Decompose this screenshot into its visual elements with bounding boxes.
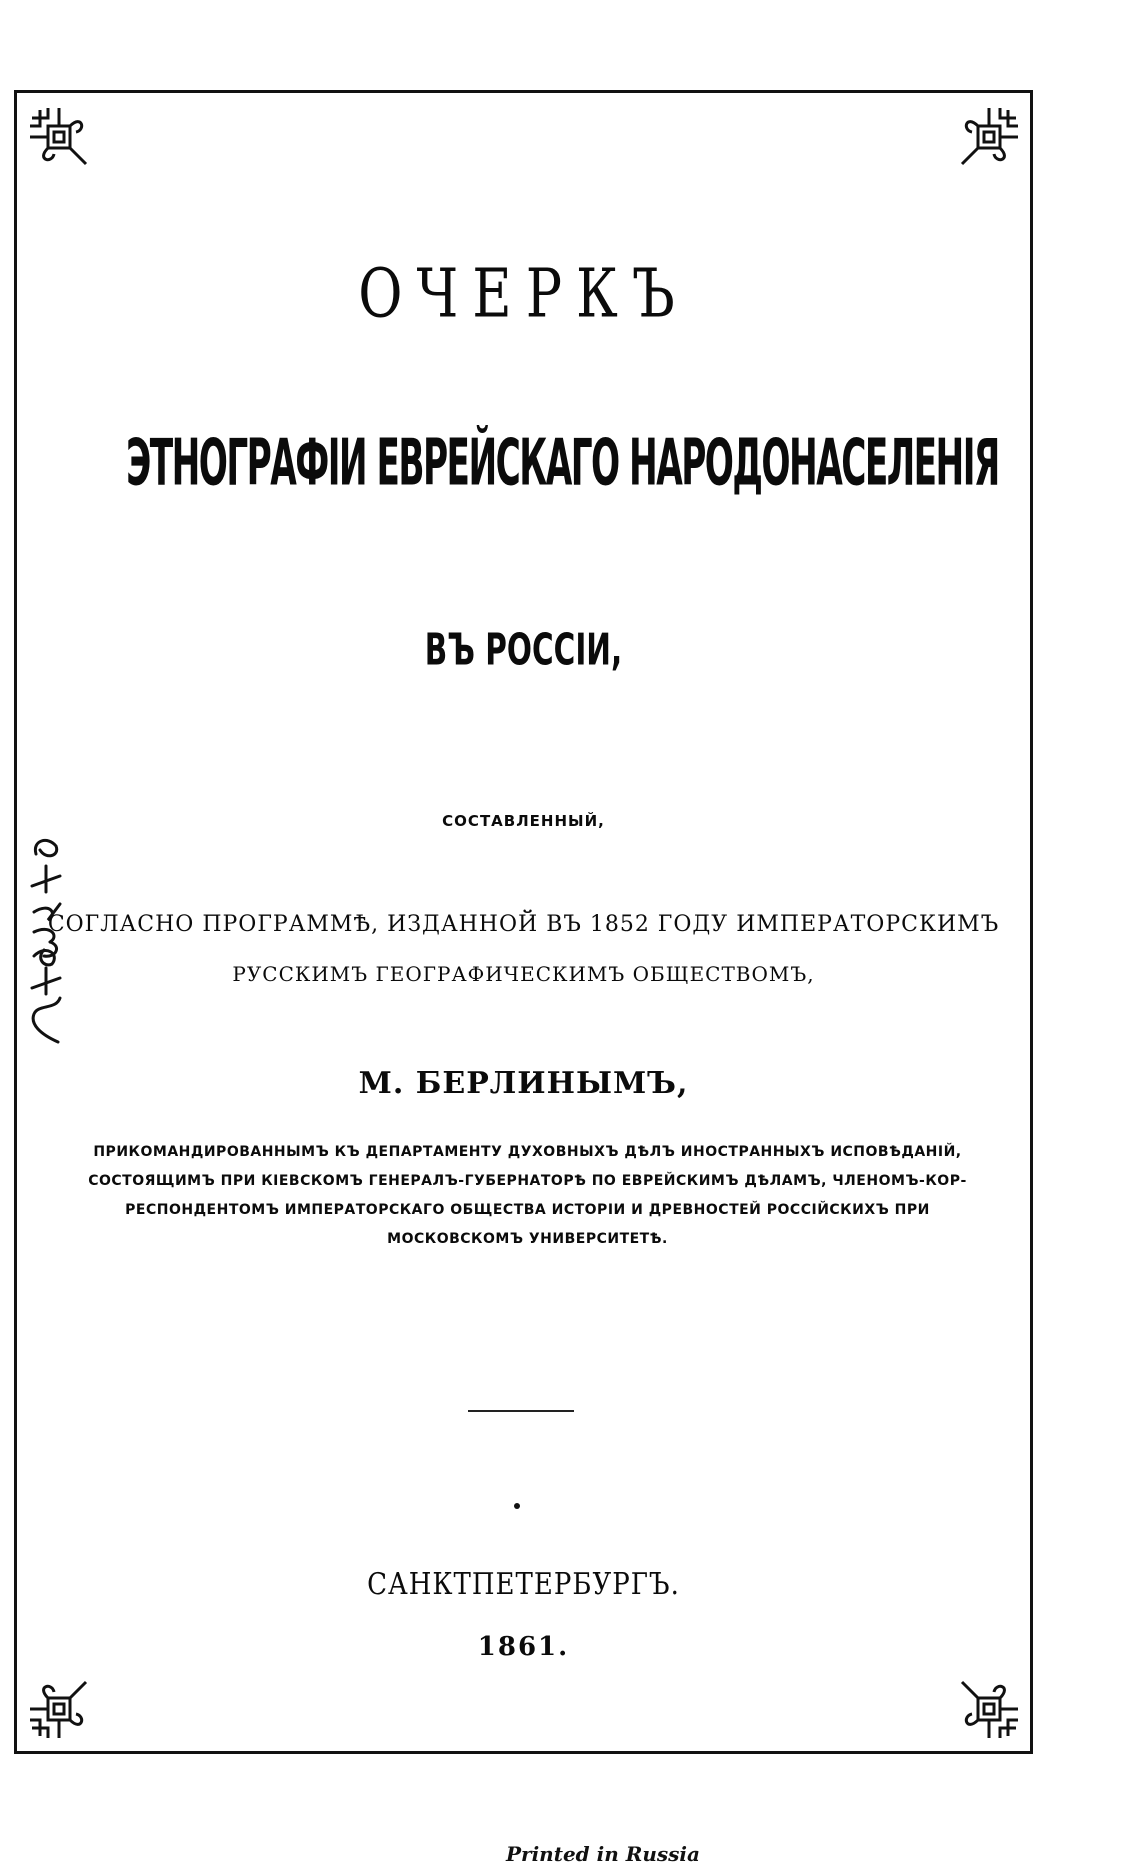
book-title: ОЧЕРКЪ	[358, 254, 689, 333]
handwritten-catalog-number	[20, 828, 70, 1058]
divider-dot	[514, 1503, 520, 1509]
publication-year: 1861.	[477, 1632, 570, 1662]
corner-ornament-bottom-right	[956, 1676, 1022, 1742]
credentials-line: МОСКОВСКОМЪ УНИВЕРСИТЕТѢ.	[387, 1231, 668, 1247]
compiled-label: СОСТАВЛЕННЫЙ,	[442, 812, 605, 830]
divider-rule	[468, 1410, 574, 1412]
corner-ornament-top-left	[26, 104, 92, 170]
book-subtitle: ЭТНОГРАФІИ ЕВРЕЙСКАГО НАРОДОНАСЕЛЕНІЯ	[126, 426, 999, 501]
program-line-1: СОГЛАСНО ПРОГРАММѢ, ИЗДАННОЙ ВЪ 1852 ГОДУ ИМПЕРАТОРСКИМЪ	[47, 912, 1000, 937]
publication-city: САНКТПЕТЕРБУРГЪ.	[367, 1567, 680, 1603]
author-name: М. БЕРЛИНЫМЪ,	[358, 1066, 689, 1101]
corner-ornament-bottom-left	[26, 1676, 92, 1742]
corner-ornament-top-right	[956, 104, 1022, 170]
subtitle-place: ВЪ РОССІИ,	[424, 625, 623, 676]
author-credentials	[70, 1138, 985, 1254]
credentials-line: СОСТОЯЩИМЪ ПРИ КІЕВСКОМЪ ГЕНЕРАЛЪ-ГУБЕРНАТОРѢ ПО ЕВРЕЙСКИМЪ ДѢЛАМЪ, ЧЛЕНОМЪ-КОР-	[88, 1173, 967, 1189]
printed-in-stamp: Printed in Russia	[506, 1842, 700, 1862]
credentials-line: ПРИКОМАНДИРОВАННЫМЪ КЪ ДЕПАРТАМЕНТУ ДУХОВНЫХЪ ДѢЛЪ ИНОСТРАННЫХЪ ИСПОВѢДАНІЙ,	[93, 1144, 962, 1160]
credentials-line: РЕСПОНДЕНТОМЪ ИМПЕРАТОРСКАГО ОБЩЕСТВА ИСТОРІИ И ДРЕВНОСТЕЙ РОССІЙСКИХЪ ПРИ	[125, 1202, 930, 1218]
program-line-2: РУССКИМЪ ГЕОГРАФИЧЕСКИМЪ ОБЩЕСТВОМЪ,	[232, 962, 815, 986]
